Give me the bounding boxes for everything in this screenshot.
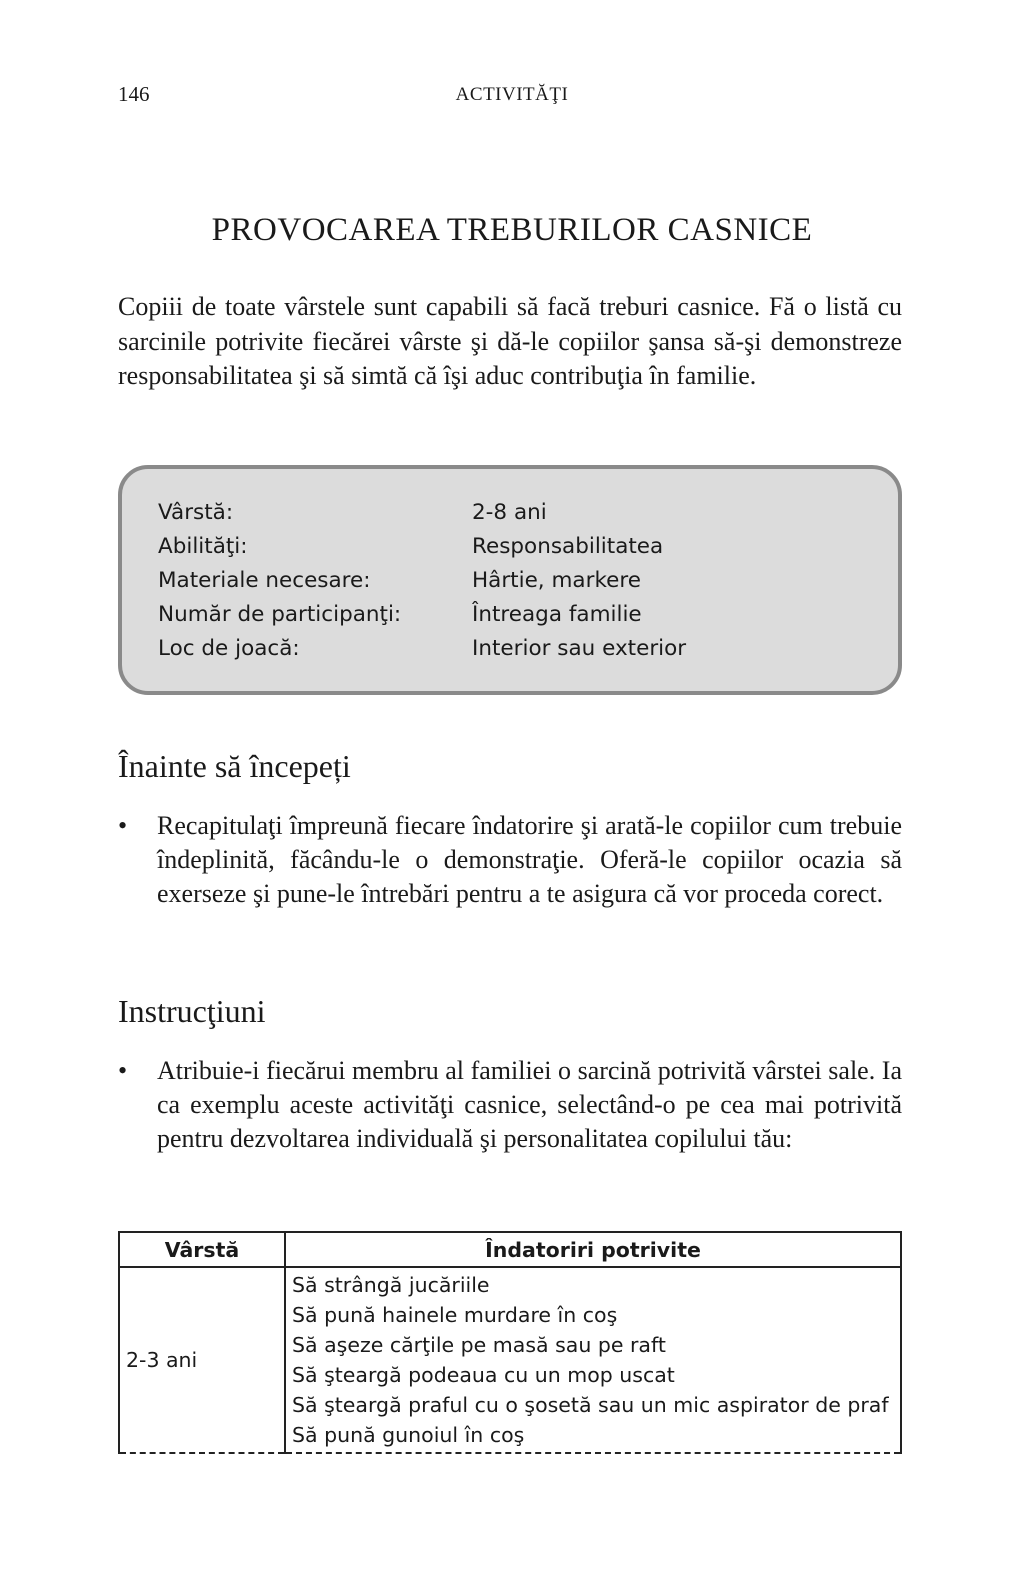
table-row (119, 1267, 901, 1453)
column-header-age: Vârstă (119, 1232, 285, 1267)
info-value: Responsabilitatea (472, 534, 664, 559)
column-header-chores: Îndatoriri potrivite (285, 1232, 901, 1267)
section-heading-before-start: Înainte să începeți (118, 748, 351, 784)
info-box (118, 465, 902, 695)
info-label: Loc de joacă: (158, 636, 300, 661)
running-title: ACTIVITĂŢI (455, 84, 569, 105)
task-item: Să şteargă praful cu o şosetă sau un mic aspirator de praf (292, 1393, 889, 1417)
page-number: 146 (118, 82, 150, 106)
info-value: Hârtie, markere (472, 568, 641, 593)
bullet-icon: • (118, 1056, 128, 1085)
section-heading-instructions: Instrucţiuni (118, 993, 266, 1029)
bullet-text: Recapitulaţi împreună fiecare îndatorire şi arată-le copiilor cum trebuie îndeplinită, făcându-le o demonstraţie. Oferă-le copiilor ocazia să exerseze şi pune-le întrebări pentru a te asigura că vor proceda corect. (157, 811, 902, 908)
tasks-cell (285, 1267, 901, 1453)
info-label: Materiale necesare: (158, 568, 371, 593)
info-value: 2-8 ani (472, 500, 547, 525)
bullet-item (118, 1054, 902, 1156)
bullet-icon: • (118, 811, 128, 840)
intro-paragraph: Copiii de toate vârstele sunt capabili să facă treburi casnice. Fă o listă cu sarcinile potrivite fiecărei vârste şi dă-le copiilor şansa să-şi demonstreze responsabilitatea şi să simtă că îşi aduc contribuţia în familie. (118, 292, 902, 390)
task-item: Să şteargă podeaua cu un mop uscat (292, 1363, 675, 1387)
age-cell: 2-3 ani (119, 1267, 285, 1453)
table-header-row (119, 1232, 901, 1267)
info-label: Vârstă: (158, 500, 234, 525)
info-value: Întreaga familie (472, 602, 642, 627)
bullet-item (118, 809, 902, 911)
task-item: Să pună gunoiul în coş (292, 1423, 525, 1447)
activity-title: PROVOCAREA TREBURILOR CASNICE (211, 212, 813, 248)
task-item: Să aşeze cărţile pe masă sau pe raft (292, 1333, 666, 1357)
info-label: Abilităţi: (158, 534, 248, 559)
task-item: Să strângă jucăriile (292, 1273, 490, 1297)
chores-table (118, 1231, 902, 1454)
info-value: Interior sau exterior (472, 636, 687, 661)
bullet-text: Atribuie-i fiecărui membru al familiei o sarcină potrivită vârstei sale. Ia ca exemplu aceste activităţi casnice, selectând-o pe cea mai potrivită pentru dezvoltarea individuală şi personalitatea copilului tău: (157, 1056, 902, 1153)
info-label: Număr de participanţi: (158, 602, 402, 627)
task-item: Să pună hainele murdare în coş (292, 1303, 618, 1327)
